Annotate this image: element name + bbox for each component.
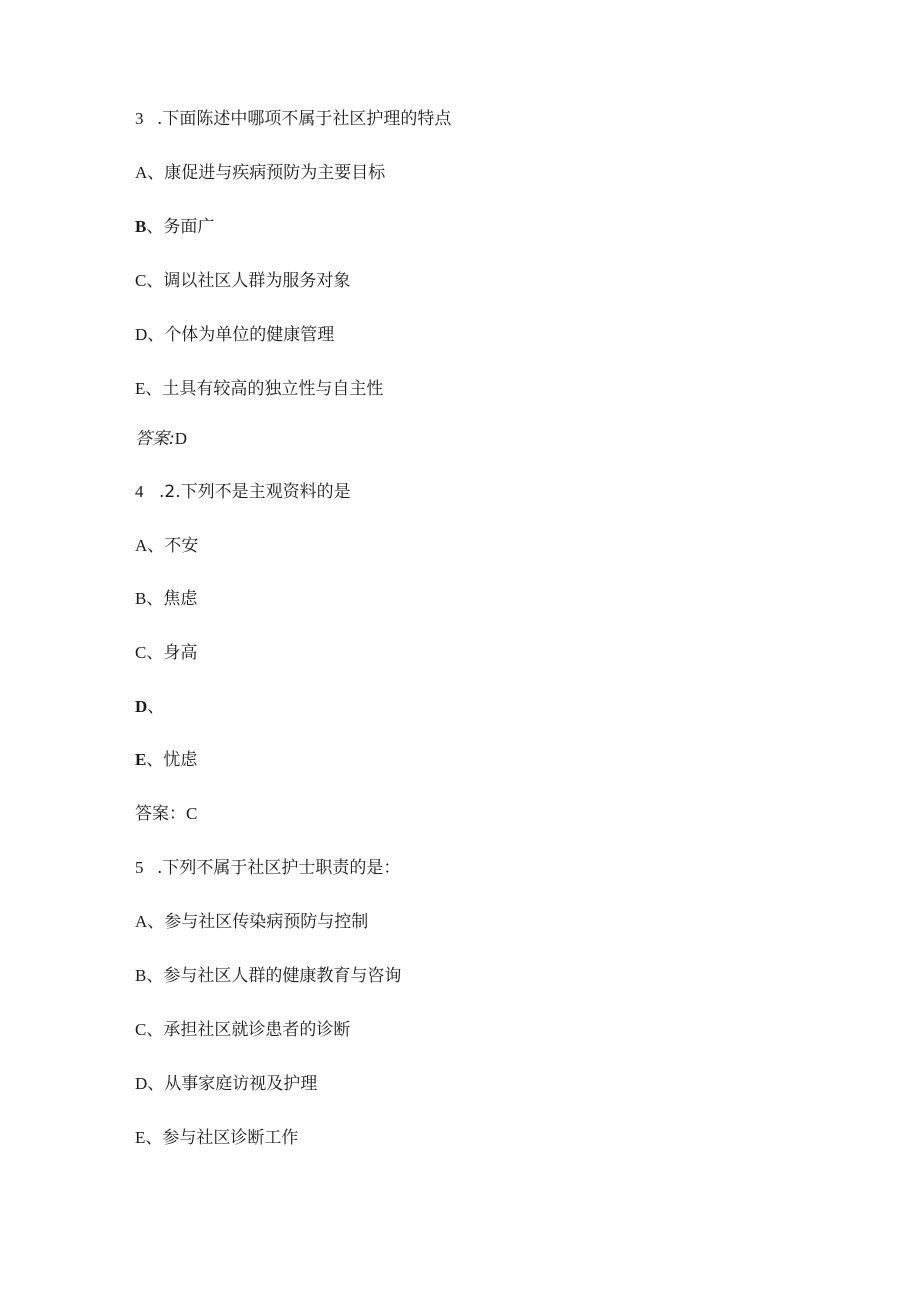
option-text: 务面广 — [163, 217, 215, 237]
question-5-option-c — [135, 1019, 350, 1041]
option-separator: 、 — [146, 750, 164, 770]
option-text: 个体为单位的健康管理 — [164, 325, 335, 345]
option-text: 承担社区就诊患者的诊断 — [163, 1020, 351, 1040]
question-4-option-d — [135, 696, 164, 718]
option-separator: 、 — [146, 1020, 164, 1040]
option-text: 参与社区传染病预防与控制 — [164, 912, 369, 932]
option-letter: D — [135, 325, 148, 344]
question-4-option-c — [135, 642, 197, 664]
question-4-option-e — [135, 749, 197, 771]
question-3-option-c — [135, 270, 350, 292]
option-text: 忧虑 — [163, 750, 198, 770]
option-separator: 、 — [145, 1128, 163, 1148]
question-4-option-a — [135, 535, 198, 557]
option-separator: 、 — [146, 966, 164, 986]
question-3-option-b — [135, 216, 214, 238]
option-text: 从事家庭访视及护理 — [164, 1074, 318, 1094]
question-5-option-a — [135, 911, 368, 933]
option-separator: 、 — [147, 163, 165, 183]
question-3-option-d — [135, 324, 334, 346]
question-text: .下面陈述中哪项不属于社区护理的特点 — [157, 109, 452, 129]
option-letter: C — [135, 643, 147, 662]
question-3-option-e — [135, 378, 383, 400]
option-text: 参与社区人群的健康教育与咨询 — [163, 966, 402, 986]
question-4-option-b — [135, 588, 197, 610]
option-separator: 、 — [147, 697, 165, 717]
answer-value: D — [174, 429, 188, 448]
option-letter: E — [135, 1128, 146, 1147]
question-text: .2.下列不是主观资料的是 — [159, 482, 351, 502]
question-4-stem — [135, 481, 351, 503]
option-letter: E — [135, 379, 146, 398]
answer-label: 答案： — [135, 804, 186, 824]
question-3-option-a — [135, 162, 385, 184]
option-letter: B — [135, 966, 147, 985]
option-text: 焦虑 — [163, 589, 198, 609]
option-letter: A — [135, 912, 148, 931]
option-separator: 、 — [145, 379, 163, 399]
option-letter: A — [135, 536, 148, 555]
question-number: 4 — [135, 482, 144, 501]
option-letter: C — [135, 1020, 147, 1039]
option-text: 土具有较高的独立性与自主性 — [162, 379, 384, 399]
option-separator: 、 — [147, 1074, 165, 1094]
option-letter: D — [135, 697, 148, 716]
option-separator: 、 — [147, 912, 165, 932]
option-letter: D — [135, 1074, 148, 1093]
option-separator: 、 — [146, 589, 164, 609]
option-separator: 、 — [146, 271, 164, 291]
question-5-option-d — [135, 1073, 317, 1095]
option-letter: B — [135, 217, 147, 236]
question-3-answer — [135, 428, 187, 450]
option-letter: B — [135, 589, 147, 608]
option-letter: E — [135, 750, 147, 769]
option-separator: 、 — [146, 217, 164, 237]
option-letter: A — [135, 163, 148, 182]
option-text: 不安 — [164, 536, 199, 556]
answer-label: 答案: — [135, 429, 175, 449]
answer-value: C — [186, 804, 198, 823]
question-4-answer — [135, 803, 197, 825]
option-text: 身高 — [163, 643, 198, 663]
option-separator: 、 — [147, 536, 165, 556]
option-text: 调以社区人群为服务对象 — [163, 271, 351, 291]
option-text: 参与社区诊断工作 — [162, 1128, 299, 1148]
option-separator: 、 — [146, 643, 164, 663]
option-letter: C — [135, 271, 147, 290]
question-5-stem — [135, 857, 400, 879]
question-text: .下列不属于社区护士职责的是： — [157, 858, 401, 878]
option-separator: 、 — [147, 325, 165, 345]
question-5-option-e — [135, 1127, 298, 1149]
question-5-option-b — [135, 965, 401, 987]
question-3-stem — [135, 108, 451, 130]
question-number: 3 — [135, 109, 144, 128]
option-text: 康促进与疾病预防为主要目标 — [164, 163, 386, 183]
question-number: 5 — [135, 858, 144, 877]
